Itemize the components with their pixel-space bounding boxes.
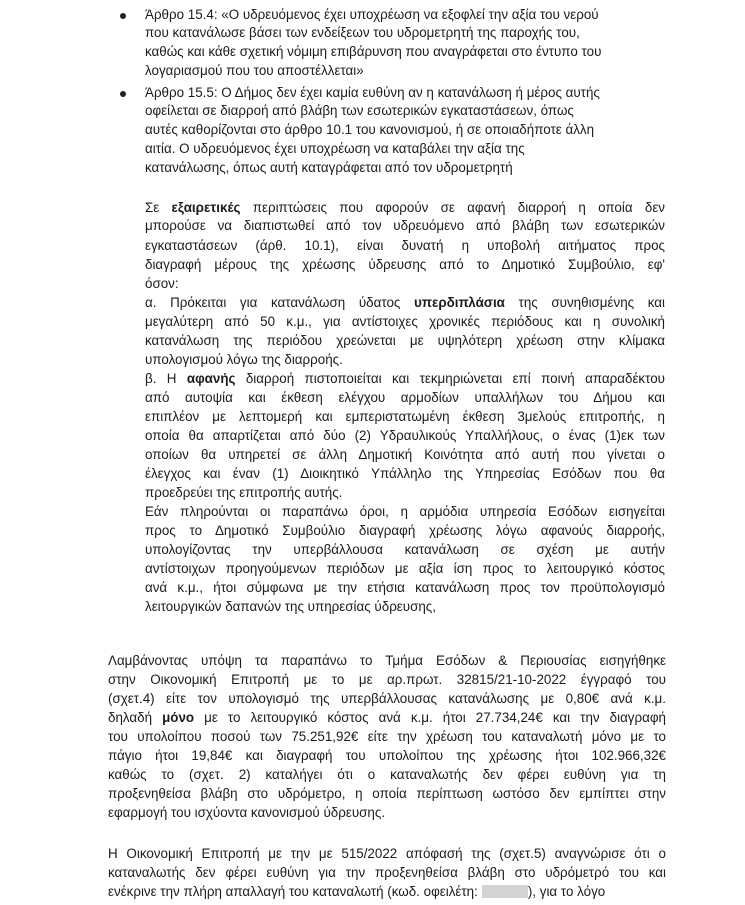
para3-line-1: Η Οικονομική Επιτροπή με την με 515/2022 απόφασή της (σχετ.5) αναγνώρισε ότι ο	[108, 846, 666, 861]
para2-line-8: προξενηθείσα βλάβη στο υδρόμετρο, η οποία περίπτωση ωστόσο δεν εμπίπτει στην	[108, 786, 666, 801]
condition-b-line-4: οποία θα απαρτίζεται από δύο (2) Υδραυλικούς Υπαλλήλους, ο ένας (1)εκ των	[145, 428, 665, 443]
condition-a-line-1: α. Πρόκειται για κατανάλωση ύδατος υπερδιπλάσια της συνηθισμένης και	[145, 295, 665, 310]
para2-line-9: εφαρμογή του ισχύοντα κανονισμού ύδρευσης.	[108, 805, 386, 820]
bullet-dot	[120, 13, 126, 19]
conditions-met-line-6: λειτουργικών δαπανών της υπηρεσίας ύδρευσης,	[145, 599, 436, 614]
conditions-met-line-5: ανά κ.μ., ήτοι σύμφωνα με την ετήσια κατανάλωση προς τον προϋπολογισμό	[145, 580, 665, 595]
para2-line-7: καθώς το (σχετ. 2) καταλήγει ότι ο καταναλωτής δεν φέρει ευθύνη για τη	[108, 767, 666, 782]
exceptions-line-1: Σε εξαιρετικές περιπτώσεις που αφορούν σε αφανή διαρροή η οποία δεν	[145, 200, 665, 215]
condition-a-line-2: μεγαλύτερη από 50 κ.μ., για αντίστοιχες χρονικές περιόδους και η συνολική	[145, 314, 665, 329]
conditions-met-line-3: υπολογίζοντας την υπερβάλλουσα κατανάλωση σε σχέση με αυτήν	[145, 542, 665, 557]
exceptions-line-5: όσον:	[145, 276, 179, 291]
para2-line-6: πάγιο ήτοι 19,84€ και διαγραφή του υπολοίπου της χρέωσης ήτοι 102.966,32€	[108, 748, 666, 763]
para2-line-2: στην Οικονομική Επιτροπή με το με αρ.πρωτ. 32815/21-10-2022 έγγραφό του	[108, 672, 666, 687]
bullet-2-line-5: κατανάλωσης, όπως αυτή καταγράφεται από τον υδρομετρητή	[145, 160, 513, 175]
bullet-1-line-4: λογαριασμού που του αποστέλλεται»	[145, 63, 364, 78]
conditions-met-line-2: προς το Δημοτικό Συμβούλιο διαγραφή χρέωσης λόγω αφανούς διαρροής,	[145, 523, 665, 538]
bullet-2-line-4: αιτία. Ο υδρευόμενος έχει υποχρέωση να καταβάλει την αξία της	[145, 141, 525, 156]
condition-b-line-6: έλεγχος και έναν (1) Διοικητικό Υπάλληλο της Υπηρεσίας Εσόδων που θα	[145, 466, 665, 481]
bullet-2-line-1: Άρθρο 15.5: Ο Δήμος δεν έχει καμία ευθύνη αν η κατανάλωση ή μέρος αυτής	[145, 85, 600, 100]
condition-b-line-7: προεδρεύει της επιτροπής αυτής.	[145, 485, 343, 500]
condition-b-line-3: επιπλέον με λεπτομερή και εμπεριστατωμένη έκθεση 3μελούς επιτροπής, η	[145, 409, 665, 424]
para2-line-4: δηλαδή μόνο με το λειτουργικό κόστος ανά κ.μ. ήτοι 27.734,24€ και την διαγραφή	[108, 710, 666, 725]
bullet-2-line-2: οφείλεται σε διαρροή από βλάβη των εσωτερικών εγκαταστάσεων, όπως	[145, 103, 574, 118]
redacted-debtor-code	[482, 885, 528, 898]
para2-line-1: Λαμβάνοντας υπόψη τα παραπάνω το Τμήμα Εσόδων & Περιουσίας εισηγήθηκε	[108, 653, 666, 668]
condition-a-line-4: υπολογισμού λόγω της διαρροής.	[145, 352, 343, 367]
para2-line-3: (σχετ.4) είτε τον υπολογισμό της υπερβάλλουσας κατανάλωσης με 0,80€ ανά κ.μ.	[108, 691, 666, 706]
bullet-1-line-2: που κατανάλωσε βάσει των ενδείξεων του υδρομετρητή της παροχής του,	[145, 25, 580, 40]
exceptions-line-4: διαγραφή μέρους της χρέωσης ύδρευσης από το Δημοτικό Συμβούλιο, εφ'	[145, 257, 665, 272]
condition-b-line-5: οποίων θα υπηρετεί σε άλλη Δημοτική Κοινότητα από αυτή που γίνεται ο	[145, 447, 665, 462]
bullet-1-line-3: καθώς και κάθε σχετική νόμιμη επιβάρυνση που αναγράφεται στο έντυπο του	[145, 44, 602, 59]
bullet-2-line-3: αυτές καθορίζονται στο άρθρο 10.1 του κανονισμού, ή σε οποιαδήποτε άλλη	[145, 122, 595, 137]
bullet-dot	[120, 91, 126, 97]
conditions-met-line-4: αντίστοιχων προηγούμενων περιόδων με αξία ίση προς το λειτουργικό κόστος	[145, 561, 665, 576]
condition-b-line-2: από αυτοψία και έκθεση ελέγχου αρμοδίων υπαλλήλων του Δήμου και	[145, 390, 665, 405]
bullet-1-line-1: Άρθρο 15.4: «Ο υδρευόμενος έχει υποχρέωση να εξοφλεί την αξία του νερού	[145, 7, 599, 22]
condition-b-line-1: β. Η αφανής διαρροή πιστοποιείται και τεκμηριώνεται επί ποινή απαραδέκτου	[145, 371, 665, 386]
para3-line-2: καταναλωτής δεν φέρει ευθύνη για την προξενηθείσα βλάβη στο υδρόμετρό του και	[108, 865, 666, 880]
exceptions-line-2: μπορούσε να διαπιστωθεί από τον υδρευόμενο από βλάβη των εσωτερικών	[145, 218, 665, 233]
para2-line-5: του υπολοίπου ποσού των 75.251,92€ είτε την χρέωση του καταναλωτή μόνο με το	[108, 729, 666, 744]
conditions-met-line-1: Εάν πληρούνται οι παραπάνω όροι, η αρμόδια υπηρεσία Εσόδων εισηγείται	[145, 504, 665, 519]
exceptions-line-3: εγκαταστάσεων (άρθ. 10.1), είναι δυνατή η υποβολή αιτήματος προς	[145, 238, 665, 253]
condition-a-line-3: κατανάλωση της περιόδου χρεώνεται με υψηλότερη χρέωση στην κλίμακα	[145, 333, 665, 348]
para3-line-3: ενέκρινε την πλήρη απαλλαγή του καταναλωτή (κωδ. οφειλέτη: ), για το λόγο	[108, 884, 606, 899]
